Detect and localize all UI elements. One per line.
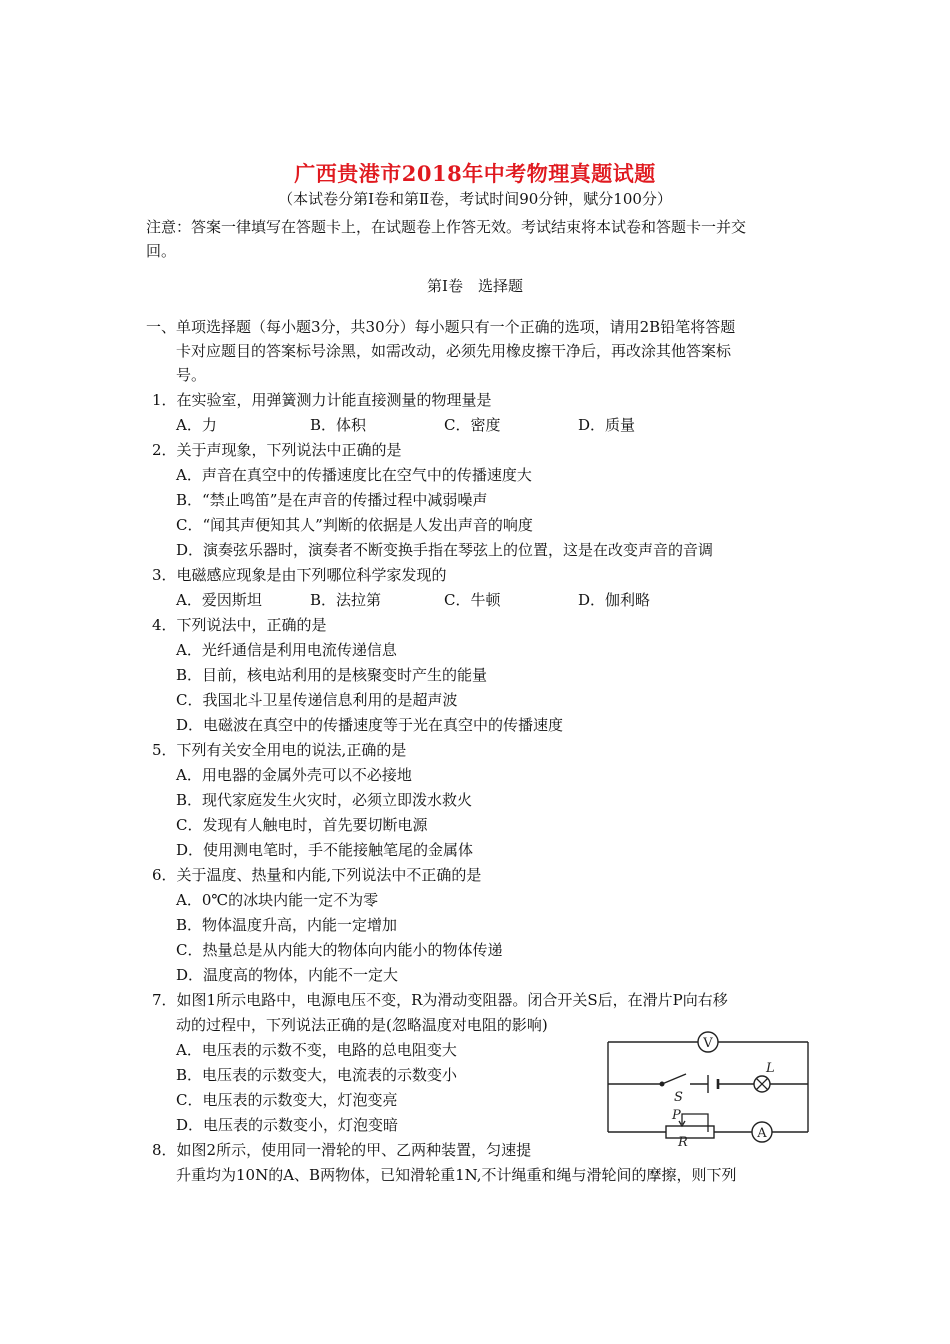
option: C．牛顿: [444, 591, 501, 609]
option: B．物体温度升高，内能一定增加: [176, 916, 398, 934]
option: C．热量总是从内能大的物体向内能小的物体传递: [176, 941, 503, 959]
voltmeter-label: V: [703, 1036, 713, 1051]
question-3-stem: 3．电磁感应现象是由下列哪位科学家发现的: [152, 566, 447, 584]
option: A．0℃的冰块内能一定不为零: [176, 891, 379, 909]
resistor-label: R: [678, 1135, 688, 1146]
option: D．温度高的物体，内能不一定大: [176, 966, 399, 984]
option: B．体积: [310, 416, 367, 434]
option: D．电磁波在真空中的传播速度等于光在真空中的传播速度: [176, 716, 564, 734]
option: B．法拉第: [310, 591, 382, 609]
part1-line-1: 一、单项选择题（每小题3分，共30分）每小题只有一个正确的选项，请用2B铅笔将答题: [146, 318, 736, 336]
part1-line-3: 号。: [176, 366, 207, 384]
option: C．我国北斗卫星传递信息利用的是超声波: [176, 691, 458, 709]
question-6-stem: 6．关于温度、热量和内能,下列说法中不正确的是: [152, 866, 482, 884]
option: C．发现有人触电时，首先要切断电源: [176, 816, 428, 834]
option: C．电压表的示数变大，灯泡变亮: [176, 1091, 398, 1109]
option: B．电压表的示数变大，电流表的示数变小: [176, 1066, 458, 1084]
switch-label: S: [674, 1090, 683, 1105]
option: B．“禁止鸣笛”是在声音的传播过程中减弱噪声: [176, 491, 488, 509]
option: C．“闻其声便知其人”判断的依据是人发出声音的响度: [176, 516, 533, 534]
ammeter-label: A: [757, 1126, 767, 1141]
slider-label: P: [672, 1108, 681, 1123]
option: D．电压表的示数变小，灯泡变暗: [176, 1116, 399, 1134]
option: A．声音在真空中的传播速度比在空气中的传播速度大: [176, 466, 532, 484]
option: A．力: [176, 416, 217, 434]
question-5-stem: 5．下列有关安全用电的说法,正确的是: [152, 741, 407, 759]
question-3-options: [176, 589, 712, 610]
question-4-stem: 4．下列说法中，正确的是: [152, 616, 327, 634]
question-2-stem: 2．关于声现象，下列说法中正确的是: [152, 441, 402, 459]
notice-line-2: 回。: [146, 242, 177, 260]
switch-icon: [660, 1074, 686, 1086]
option: D．使用测电笔时，手不能接触笔尾的金属体: [176, 841, 474, 859]
option: C．密度: [444, 416, 501, 434]
question-7-stem: 7．如图1所示电路中，电源电压不变，R为滑动变阻器。闭合开关S后，在滑片P向右移: [152, 991, 728, 1009]
option: A．用电器的金属外壳可以不必接地: [176, 766, 412, 784]
section-title: 第Ⅰ卷 选择题: [427, 277, 523, 295]
lamp-label: L: [766, 1061, 775, 1076]
question-8-stem-2: 升重均为10N的A、B两物体，已知滑轮重1N,不计绳重和绳与滑轮间的摩擦，则下列: [176, 1166, 737, 1184]
option: B．目前，核电站利用的是核聚变时产生的能量: [176, 666, 488, 684]
option: B．现代家庭发生火灾时，必须立即泼水救火: [176, 791, 473, 809]
part1-line-2: 卡对应题目的答案标号涂黑，如需改动，必须先用橡皮擦干净后，再改涂其他答案标: [176, 342, 732, 360]
battery-icon: [708, 1075, 718, 1093]
lamp-icon: [754, 1076, 770, 1092]
exam-title: 广西贵港市2018年中考物理真题试题: [294, 161, 656, 186]
rheostat-icon: [666, 1126, 714, 1138]
exam-subtitle: （本试卷分第Ⅰ卷和第Ⅱ卷，考试时间90分钟，赋分100分）: [278, 190, 672, 208]
question-7-stem-2: 动的过程中，下列说法正确的是(忽略温度对电阻的影响): [176, 1016, 548, 1034]
option: D．伽利略: [578, 591, 651, 609]
question-1-stem: 1．在实验室，用弹簧测力计能直接测量的物理量是: [152, 391, 492, 409]
option: A．爱因斯坦: [176, 591, 262, 609]
question-1-options: [176, 414, 712, 435]
option: A．电压表的示数不变，电路的总电阻变大: [176, 1041, 457, 1059]
circuit-diagram: [602, 1028, 814, 1146]
option: D．质量: [578, 416, 636, 434]
option: A．光纤通信是利用电流传递信息: [176, 641, 397, 659]
question-8-stem: 8．如图2所示，使用同一滑轮的甲、乙两种装置，匀速提: [152, 1141, 532, 1159]
notice-line-1: 注意：答案一律填写在答题卡上，在试题卷上作答无效。考试结束将本试卷和答题卡一并交: [146, 218, 747, 236]
option: D．演奏弦乐器时，演奏者不断变换手指在琴弦上的位置，这是在改变声音的音调: [176, 541, 714, 559]
